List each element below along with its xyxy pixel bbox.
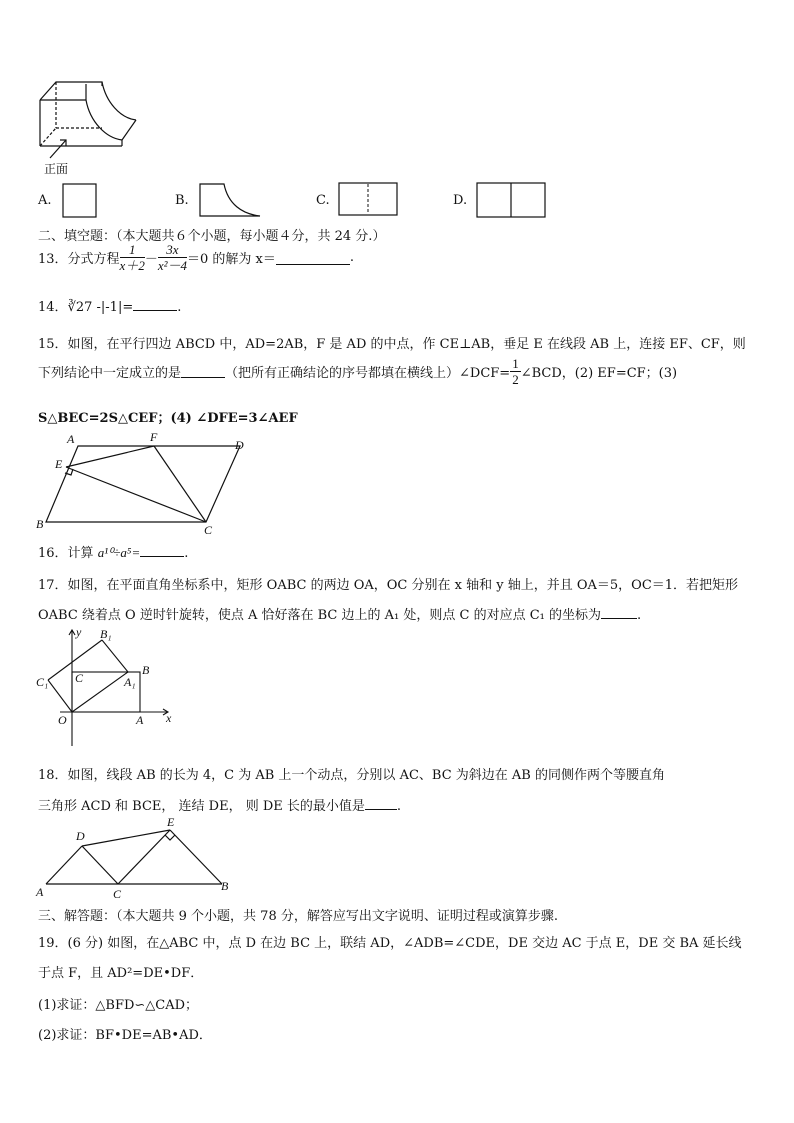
option-b-curve bbox=[198, 182, 264, 220]
q15-text-a: 下列结论中一定成立的是 bbox=[38, 366, 182, 381]
q18-answer-blank[interactable] bbox=[365, 797, 397, 810]
q17-label-y: y bbox=[76, 626, 82, 639]
q15-text-c: ∠BCD，(2) EF=CF；(3) bbox=[520, 366, 678, 381]
q18-triangles-figure bbox=[34, 814, 240, 900]
q13-equation: ＝0 的解为 x＝ bbox=[187, 252, 276, 267]
q19-line1: 19．(6 分) 如图，在△ABC 中，点 D 在边 BC 上，联结 AD，∠ADB=∠CDE，DE 交边 AC 于点 E，DE 交 BA 延长线 bbox=[38, 936, 742, 951]
q18-text: 三角形 ACD 和 BCE， 连结 DE， 则 DE 长的最小值是 bbox=[38, 799, 365, 814]
q17-label-a: A bbox=[136, 713, 144, 727]
q17-line1: 17．如图，在平面直角坐标系中，矩形 OABC 的两边 OA，OC 分别在 x 轴和 y 轴上，并且 OA＝5，OC＝1．若把矩形 bbox=[38, 578, 739, 593]
q17-label-c1: C₁ bbox=[36, 675, 49, 689]
q16-prefix: 16．计算 bbox=[38, 546, 98, 561]
q18-line2 bbox=[38, 795, 401, 814]
q17-label-c: C bbox=[75, 671, 84, 685]
q18-label-e: E bbox=[167, 815, 175, 829]
q13 bbox=[38, 242, 354, 273]
option-c-letter: C. bbox=[316, 193, 330, 208]
q13-fraction-2 bbox=[158, 242, 187, 273]
q15-parallelogram-figure bbox=[34, 430, 264, 536]
q14-prefix: 14． bbox=[38, 300, 68, 315]
option-d-letter: D. bbox=[453, 193, 468, 208]
q15-label-d: D bbox=[235, 438, 244, 452]
q15-label-c: C bbox=[204, 523, 213, 536]
q15-half bbox=[510, 356, 521, 387]
section2-heading: 二、填空题：（本大题共６个小题，每小题４分，共 24 分.） bbox=[38, 229, 386, 244]
q15-answer-blank[interactable] bbox=[181, 365, 225, 378]
q17-label-o: O bbox=[58, 713, 67, 727]
q15-half-den: 2 bbox=[512, 372, 519, 387]
q15-label-e: E bbox=[55, 457, 63, 471]
section3-heading: 三、解答题：（本大题共 9 个小题，共 78 分，解答应写出文字说明、证明过程或演算步骤. bbox=[38, 909, 558, 924]
q13-minus: － bbox=[144, 252, 158, 267]
option-c-dashed bbox=[338, 182, 400, 218]
q14-answer-blank[interactable] bbox=[133, 298, 177, 311]
q18-label-a: A bbox=[36, 885, 44, 899]
q13-end: . bbox=[349, 250, 355, 265]
q16-expression: a¹⁰÷a⁵= bbox=[97, 545, 141, 560]
option-a-letter: A. bbox=[38, 193, 52, 208]
q17-end: . bbox=[637, 608, 642, 623]
q16-answer-blank[interactable] bbox=[140, 544, 184, 557]
q14-expression: ∛27 -|-1|= bbox=[67, 300, 134, 315]
q19-part2: (2)求证：BF•DE=AB•AD． bbox=[38, 1028, 212, 1043]
q14 bbox=[38, 296, 181, 315]
q18-label-d: D bbox=[76, 829, 85, 843]
q18-label-c: C bbox=[113, 887, 122, 900]
q15-line1: 15．如图，在平行四边 ABCD 中，AD=2AB，F 是 AD 的中点，作 CE⊥AB，垂足 E 在线段 AB 上，连接 EF、CF，则 bbox=[38, 337, 746, 352]
q17-line2 bbox=[38, 604, 641, 623]
q17-label-b: B bbox=[142, 663, 150, 677]
q13-f2-num: 3x bbox=[158, 242, 187, 258]
q17-label-b1: B₁ bbox=[100, 627, 112, 641]
q18-line1: 18．如图，线段 AB 的长为 4，C 为 AB 上一个动点，分别以 AC、BC 为斜边在 AB 的同侧作两个等腰直角 bbox=[38, 768, 665, 783]
q13-answer-blank[interactable] bbox=[276, 250, 350, 265]
q13-f1-num: 1 bbox=[120, 242, 145, 258]
q17-answer-blank[interactable] bbox=[601, 606, 637, 619]
q17-coordinate-figure bbox=[34, 626, 184, 752]
q19-part1: (1)求证：△BFD∽△CAD； bbox=[38, 998, 199, 1013]
q15-label-a: A bbox=[67, 432, 75, 446]
q17-label-a1: A₁ bbox=[124, 675, 136, 689]
q13-fraction-1 bbox=[120, 242, 145, 273]
option-d-split bbox=[476, 182, 548, 220]
q15-half-num: 1 bbox=[512, 356, 519, 371]
front-label: 正面 bbox=[44, 162, 69, 176]
q17-text: OABC 绕着点 O 逆时针旋转，使点 A 恰好落在 BC 边上的 A₁ 处，则点 C 的对应点 C₁ 的坐标为 bbox=[38, 608, 601, 623]
q15-line3: S△BEC=2S△CEF；(4) ∠DFE=3∠AEF bbox=[38, 411, 298, 426]
q16 bbox=[38, 542, 188, 561]
q15-label-f: F bbox=[150, 430, 158, 444]
option-a-square bbox=[62, 183, 98, 219]
q13-prefix: 13．分式方程 bbox=[38, 252, 120, 267]
q17-label-x: x bbox=[166, 711, 172, 725]
option-b-letter: B. bbox=[175, 193, 189, 208]
q15-text-b: （把所有正确结论的序号都填在横线上）∠DCF= bbox=[225, 366, 511, 381]
q16-end: . bbox=[184, 546, 189, 561]
q15-label-b: B bbox=[36, 517, 44, 531]
q18-end: . bbox=[396, 799, 402, 814]
q15-line2 bbox=[38, 356, 677, 387]
q19-line2: 于点 F，且 AD²=DE•DF． bbox=[38, 966, 204, 981]
q14-end: . bbox=[177, 300, 182, 315]
q13-f1-den: x＋2 bbox=[119, 258, 145, 273]
q18-label-b: B bbox=[221, 879, 229, 893]
q13-f2-den: x²－4 bbox=[157, 258, 188, 273]
